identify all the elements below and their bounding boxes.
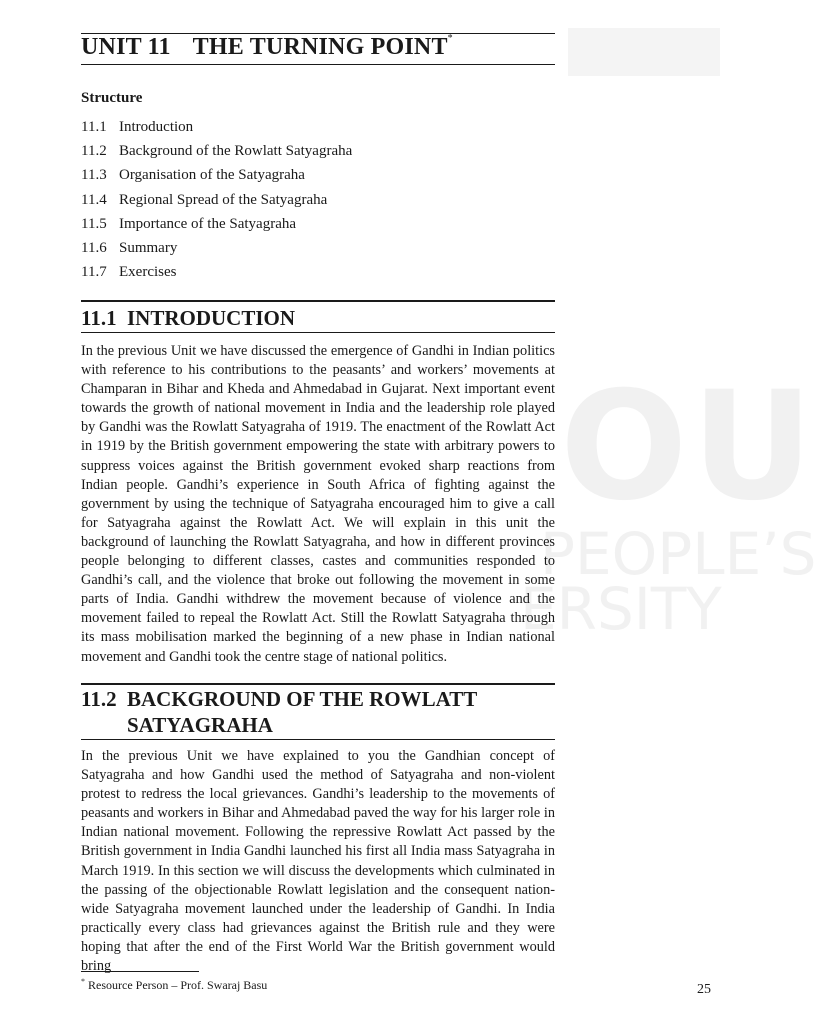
footnote-marker: * [81,977,85,986]
footnote-text: Resource Person – Prof. Swaraj Basu [88,978,268,992]
structure-item: 11.4 Regional Spread of the Satyagraha [81,191,328,208]
structure-item: 11.7 Exercises [81,264,177,281]
introduction-paragraph: In the previous Unit we have discussed the emergence of Gandhi in Indian politics with reference to his contributions to the peasants’ and workers’ movements at Champaran in Bihar and Kheda and Ahmedabad in Gujarat. Next important event towards the growth of national movement in India and the leadership role played by Gandhi was the Rowlatt Satyagraha of 1919. The enactment of the Rowlatt Act in 1919 by the British government empowering the state with arbitrary powers to suppress voices against the British government evoked sharp reactions from Indian people. Gandhi’s experience in South Africa of fighting against the government by using the technique of Satyagraha encouraged him to give a call for Satyagraha against the Rowlatt Act. We will explain in this unit the background of launching the Rowlatt Satyagraha, and how in different provinces people belonging to different classes, castes and communities responded to Gandhi’s call, and the violence that broke out following the movement in some parts of India. Gandhi withdrew the movement because of violence and the movement failed to repeal the Rowlatt Act. Still the Rowlatt Satyagraha through its mass mobilisation marked the beginning of a new phase in Indian national movement and Gandhi took the centre stage of national politics. [81,343,555,665]
background-paragraph: In the previous Unit we have explained to you the Gandhian concept of Satyagraha and how Gandhi used the method of Satyagraha and non-violent protest to redress the local grievances. Gandhi’s leadership to the movements of peasants and workers in Bihar and Ahmedabad paved the way for his larger role in Indian national movement. Following the repressive Rowlatt Act passed by the British government in India Gandhi launched his first all India mass Satyagraha in March 1919. In this section we will discuss the developments which culminated in the passing of the objectionable Rowlatt legislation and the consequent nation-wide Satyagraha movement launched under the leadership of Gandhi. In India practically every class had grievances against the British rule and they were hoping that after the end of the First World War the British government would bring [81,748,555,975]
watermark-text-large: OU [560,360,817,534]
structure-heading: Structure [81,90,143,106]
watermark-logo-box [568,28,720,76]
section-top-rule [81,683,555,685]
section-top-rule [81,300,555,302]
section-heading-introduction: 11.1 INTRODUCTION [81,306,296,330]
watermark-text-line1: PEOPLE’S [540,520,817,588]
section-bottom-rule [81,739,555,740]
unit-title-bottom-rule [81,64,555,65]
page-number: 25 [697,982,711,997]
section-bottom-rule [81,332,555,333]
structure-item: 11.3 Organisation of the Satyagraha [81,167,305,184]
unit-title [81,34,555,61]
structure-list [81,117,352,286]
structure-item: 11.2 Background of the Rowlatt Satyagraha [81,143,353,160]
section-heading-background: 11.2 BACKGROUND OF THE ROWLATT SATYAGRAHA [81,687,477,737]
footnote-rule [81,971,199,972]
structure-item: 11.1 Introduction [81,119,194,135]
unit-number: UNIT 11 [81,34,171,60]
unit-title-footnote-marker: * [447,33,453,44]
structure-item: 11.5 Importance of the Satyagraha [81,215,297,232]
watermark-text-line2: ERSITY [520,575,722,643]
unit-title-text: THE TURNING POINT [192,34,448,60]
structure-item: 11.6 Summary [81,239,178,256]
footnote [81,977,267,993]
